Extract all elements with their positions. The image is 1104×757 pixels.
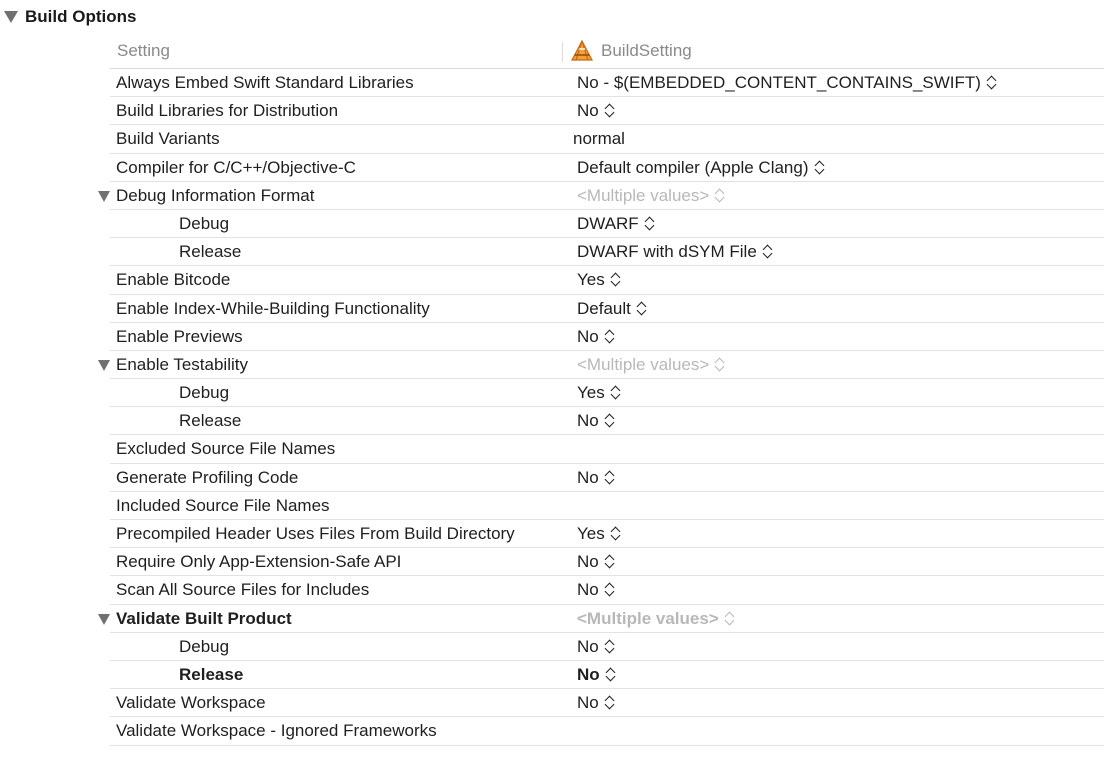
table-row[interactable]	[0, 379, 1104, 407]
setting-value-popup[interactable]	[577, 323, 615, 351]
setting-name: Debug Information Format	[116, 185, 315, 205]
setting-value-text: No	[577, 636, 599, 656]
setting-value-popup[interactable]	[577, 266, 621, 294]
table-row[interactable]	[0, 266, 1104, 294]
setting-name: Enable Testability	[116, 354, 248, 374]
setting-column-header: Setting	[117, 41, 170, 60]
xcode-target-icon	[570, 39, 594, 63]
setting-name: Generate Profiling Code	[116, 467, 299, 487]
table-row[interactable]	[0, 605, 1104, 633]
setting-name: Debug	[179, 213, 230, 233]
section-title: Build Options	[25, 7, 137, 26]
table-row[interactable]	[0, 520, 1104, 548]
table-row[interactable]	[0, 69, 1104, 97]
setting-value-popup[interactable]	[577, 238, 773, 266]
setting-name: Enable Bitcode	[116, 270, 231, 290]
setting-value-popup[interactable]	[577, 689, 615, 717]
popup-chevron-icon[interactable]	[725, 611, 735, 627]
setting-name: Build Libraries for Distribution	[116, 101, 339, 121]
popup-chevron-icon[interactable]	[987, 75, 997, 91]
setting-value-text: No	[577, 664, 600, 684]
setting-name: Require Only App-Extension-Safe API	[116, 552, 402, 572]
build-settings-table	[0, 69, 1104, 746]
table-row[interactable]	[0, 689, 1104, 717]
setting-value-text: DWARF	[577, 213, 639, 233]
disclosure-triangle-icon[interactable]	[98, 191, 110, 202]
setting-value-text: Default	[577, 298, 631, 318]
setting-value-popup[interactable]	[577, 464, 615, 492]
popup-chevron-icon[interactable]	[611, 526, 621, 542]
popup-chevron-icon[interactable]	[645, 216, 655, 232]
table-row[interactable]	[0, 464, 1104, 492]
setting-value-text: Yes	[577, 383, 605, 403]
setting-name: Validate Workspace	[116, 693, 266, 713]
popup-chevron-icon[interactable]	[605, 470, 615, 486]
setting-value-text: Yes	[577, 524, 605, 543]
setting-value-text: <Multiple values>	[577, 185, 710, 205]
setting-name: Debug	[179, 383, 230, 403]
setting-value-text: No	[577, 101, 599, 121]
popup-chevron-icon[interactable]	[605, 639, 615, 655]
setting-value-popup[interactable]	[577, 379, 621, 407]
disclosure-triangle-icon[interactable]	[4, 11, 18, 23]
setting-name: Enable Previews	[116, 326, 243, 346]
setting-value-popup[interactable]	[577, 154, 825, 182]
table-row[interactable]	[0, 154, 1104, 182]
disclosure-triangle-icon[interactable]	[98, 614, 110, 625]
setting-name: Release	[179, 242, 242, 262]
disclosure-triangle-icon[interactable]	[98, 360, 110, 371]
setting-value-text: <Multiple values>	[577, 608, 719, 628]
setting-value[interactable]	[573, 125, 625, 153]
table-row[interactable]	[0, 492, 1104, 520]
setting-name: Release	[179, 411, 242, 431]
table-row[interactable]	[0, 238, 1104, 266]
setting-name: Always Embed Swift Standard Libraries	[116, 73, 414, 92]
popup-chevron-icon[interactable]	[605, 554, 615, 570]
setting-name: Enable Index-While-Building Functionality	[116, 298, 430, 318]
table-row[interactable]	[0, 407, 1104, 435]
table-row[interactable]	[0, 210, 1104, 238]
setting-value-text: Yes	[577, 270, 605, 290]
setting-value-popup[interactable]	[577, 295, 647, 323]
table-row[interactable]	[0, 661, 1104, 689]
setting-value-text: No	[577, 693, 599, 713]
table-row[interactable]	[0, 576, 1104, 604]
popup-chevron-icon[interactable]	[605, 582, 615, 598]
setting-value-text: No - $(EMBEDDED_CONTENT_CONTAINS_SWIFT)	[577, 73, 981, 92]
setting-value-text: DWARF with dSYM File	[577, 242, 757, 262]
popup-chevron-icon[interactable]	[605, 413, 615, 429]
setting-value-popup[interactable]	[577, 661, 616, 689]
setting-value-popup[interactable]	[577, 210, 655, 238]
setting-value-popup[interactable]	[577, 97, 615, 125]
setting-value-popup[interactable]	[577, 407, 615, 435]
setting-value-popup[interactable]	[577, 69, 997, 97]
setting-name: Release	[179, 664, 244, 684]
setting-value-popup[interactable]	[577, 520, 621, 548]
table-row[interactable]	[0, 97, 1104, 125]
setting-value-text: Default compiler (Apple Clang)	[577, 157, 809, 177]
target-column-header	[570, 39, 692, 63]
popup-chevron-icon[interactable]	[605, 103, 615, 119]
setting-value-text: No	[577, 411, 599, 431]
column-divider	[562, 42, 563, 62]
popup-chevron-icon[interactable]	[637, 301, 647, 317]
setting-value-text: No	[577, 326, 599, 346]
setting-name: Build Variants	[116, 129, 220, 149]
setting-value-popup[interactable]	[577, 633, 615, 661]
setting-value-text: No	[577, 467, 599, 487]
setting-value-text: No	[577, 580, 599, 600]
build-options-section-header[interactable]	[0, 0, 1104, 34]
setting-value-popup[interactable]	[577, 351, 725, 379]
popup-chevron-icon[interactable]	[763, 244, 773, 260]
popup-chevron-icon[interactable]	[606, 667, 616, 683]
table-row[interactable]	[0, 182, 1104, 210]
popup-chevron-icon[interactable]	[611, 385, 621, 401]
setting-value-popup[interactable]	[577, 605, 735, 633]
setting-name: Scan All Source Files for Includes	[116, 580, 370, 600]
table-row[interactable]	[0, 633, 1104, 661]
setting-name: Debug	[179, 636, 230, 656]
setting-name: Validate Workspace - Ignored Frameworks	[116, 721, 437, 741]
setting-value-text: <Multiple values>	[577, 354, 710, 374]
table-row[interactable]	[0, 323, 1104, 351]
setting-name: Precompiled Header Uses Files From Build Directory	[116, 524, 515, 543]
table-row[interactable]	[0, 717, 1104, 745]
popup-chevron-icon[interactable]	[605, 329, 615, 345]
popup-chevron-icon[interactable]	[815, 160, 825, 176]
table-row[interactable]	[0, 125, 1104, 153]
target-name: BuildSetting	[601, 41, 692, 60]
setting-value-popup[interactable]	[577, 548, 615, 576]
popup-chevron-icon[interactable]	[611, 272, 621, 288]
setting-name: Excluded Source File Names	[116, 439, 336, 459]
table-row[interactable]	[0, 548, 1104, 576]
popup-chevron-icon[interactable]	[715, 188, 725, 204]
column-header-row	[110, 34, 1104, 69]
setting-value-text: normal	[573, 129, 625, 149]
setting-value-popup[interactable]	[577, 182, 725, 210]
table-row[interactable]	[0, 435, 1104, 463]
table-row[interactable]	[0, 351, 1104, 379]
setting-value-popup[interactable]	[577, 576, 615, 604]
setting-name: Validate Built Product	[116, 608, 292, 628]
setting-name: Included Source File Names	[116, 495, 330, 515]
popup-chevron-icon[interactable]	[715, 357, 725, 373]
table-row[interactable]	[0, 295, 1104, 323]
setting-value-text: No	[577, 552, 599, 572]
popup-chevron-icon[interactable]	[605, 695, 615, 711]
setting-name: Compiler for C/C++/Objective-C	[116, 157, 356, 177]
